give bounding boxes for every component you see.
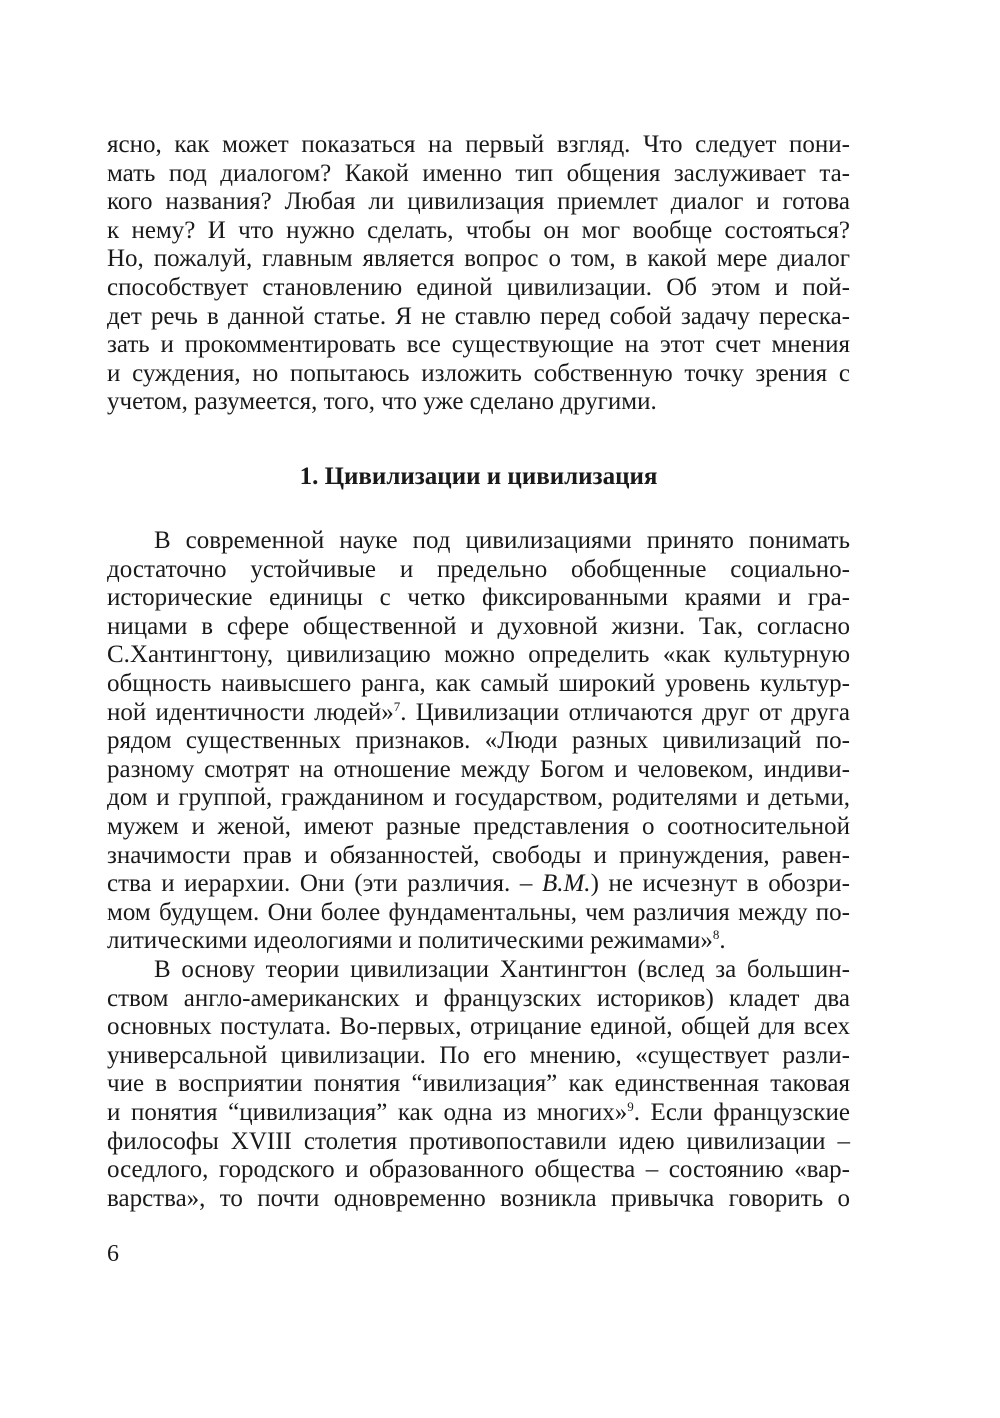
- text-line: исторические единицы с четко фиксированными краями и гра-: [107, 584, 850, 612]
- text-line: и суждения, но попытаюсь изложить собственную точку зрения с: [107, 359, 850, 387]
- paragraph-civilizations: [107, 527, 850, 956]
- text-fragment: литическими идеологиями и политическими режимами»: [107, 927, 713, 955]
- paragraph-huntington-theory: [107, 956, 850, 1213]
- text-line: оседлого, городского и образованного общества – состоянию «вар-: [107, 1156, 850, 1184]
- text-line: мать под диалогом? Какой именно тип общения заслуживает та-: [107, 159, 850, 187]
- text-line: дом и группой, гражданином и государством, родителями и детьми,: [107, 784, 850, 812]
- intro-paragraph: [107, 131, 850, 417]
- text-line: ством англо-американских и французских историков) кладет два: [107, 984, 850, 1012]
- text-fragment: . Цивилизации отличаются друг от друга: [400, 698, 850, 726]
- text-fragment: ной идентичности людей»: [107, 698, 394, 726]
- text-line: основных постулата. Во-первых, отрицание единой, общей для всех: [107, 1013, 850, 1041]
- text-fragment: ства и иерархии. Они (эти различия. –: [107, 870, 542, 898]
- text-line-with-footnote: [107, 1099, 850, 1128]
- footnote-ref: 7: [393, 698, 401, 714]
- text-line: дет речь в данной статье. Я не ставлю перед собой задачу переска-: [107, 302, 850, 330]
- text-line-with-footnote: [107, 927, 850, 956]
- footnote-ref: 9: [627, 1098, 634, 1114]
- text-line: способствует становлению единой цивилизации. Об этом и пой-: [107, 273, 850, 301]
- text-line: чие в восприятии понятия “ивилизация” как единственная таковая: [107, 1070, 850, 1098]
- text-line: В современной науке под цивилизациями принято понимать: [154, 527, 850, 554]
- text-line-with-initials: [107, 870, 850, 899]
- text-line: кого названия? Любая ли цивилизация приемлет диалог и готова: [107, 188, 850, 216]
- text-line: учетом, разумеется, того, что уже сделано другими.: [107, 388, 657, 416]
- text-fragment: .: [719, 927, 726, 955]
- text-line: значимости прав и обязанностей, свободы и принуждения, равен-: [107, 841, 850, 869]
- section-heading: 1. Цивилизации и цивилизация: [299, 463, 658, 490]
- text-line: мужем и женой, имеют разные представления о соотносительной: [107, 812, 850, 840]
- text-line: разному смотрят на отношение между Богом и человеком, индиви-: [107, 755, 850, 783]
- text-line: мом будущем. Они более фундаментальны, чем различия между по-: [107, 898, 850, 926]
- text-line: В основу теории цивилизации Хантингтон (вслед за большин-: [154, 956, 850, 983]
- text-line: философы XVIII столетия противопоставили идею цивилизации –: [107, 1127, 850, 1155]
- text-line: к нему? И что нужно сделать, чтобы он мог вообще состояться?: [107, 216, 850, 244]
- text-fragment: . Если французские: [633, 1098, 850, 1126]
- text-line-with-footnote: [107, 699, 850, 728]
- text-line: рядом существенных признаков. «Люди разных цивилизаций по-: [107, 727, 850, 755]
- text-line: варства», то почти одновременно возникла привычка говорить о: [107, 1184, 850, 1212]
- text-line: Но, пожалуй, главным является вопрос о том, в какой мере диалог: [107, 245, 850, 273]
- text-line: ницами в сфере общественной и духовной жизни. Так, согласно: [107, 612, 850, 640]
- text-line: зать и прокомментировать все существующие на этот счет мнения: [107, 331, 850, 359]
- text-line: ясно, как может показаться на первый взгляд. Что следует пони-: [107, 131, 850, 158]
- text-line: общность наивысшего ранга, как самый широкий уровень культур-: [107, 669, 850, 697]
- text-fragment: ) не исчезнут в обозри-: [590, 870, 850, 898]
- text-line: универсальной цивилизации. По его мнению, «существует разли-: [107, 1041, 850, 1069]
- text-line: С.Хантингтону, цивилизацию можно определить «как культурную: [107, 641, 850, 669]
- author-initials: В.М.: [541, 870, 591, 898]
- text-fragment: и понятия “цивилизация” как одна из многих»: [107, 1098, 628, 1126]
- page-number: 6: [107, 1241, 119, 1267]
- text-line: достаточно устойчивые и предельно обобщенные социально-: [107, 555, 850, 583]
- footnote-ref: 8: [712, 927, 720, 943]
